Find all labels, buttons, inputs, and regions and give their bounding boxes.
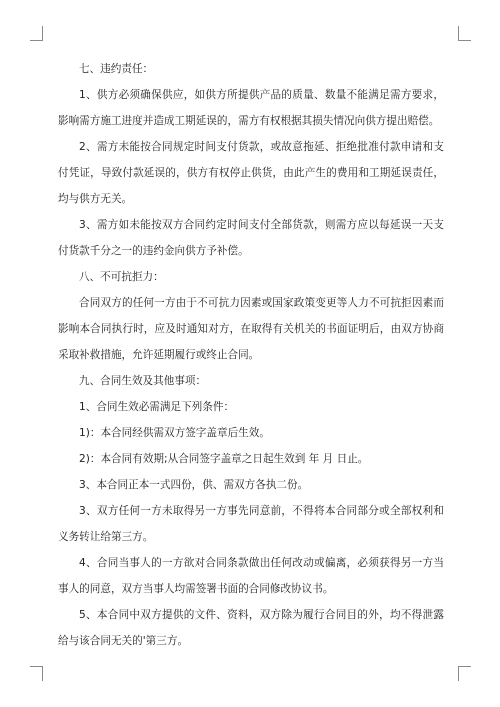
section-heading-force-majeure: 八、不可抗拒力： [79, 271, 164, 283]
paragraph-condition-1: 1)：本合同经供需双方签字盖章后生效。 [79, 427, 270, 439]
paragraph-no-transfer: 3、双方任何一方未取得另一方事先同意前，不得将本合同部分或全部权利和义务转让给第三方。 [58, 505, 444, 543]
crop-mark-top-left [30, 26, 43, 41]
paragraph-payment-delay: 2、需方未能按合同规定时间支付货款，或故意拖延、拒绝批准付款申请和支付凭证，导致付款延误的，供方有权停止供货，由此产生的费用和工期延误责任，均与供方无关。 [58, 141, 444, 205]
crop-mark-bottom-left [30, 666, 43, 681]
paragraph-condition-2: 2)：本合同有效期;从合同签字盖章之日起生效到 年 月 日止。 [79, 453, 369, 465]
crop-mark-bottom-right [458, 666, 471, 681]
section-heading-breach-liability: 七、违约责任： [79, 63, 154, 75]
section-heading-effectiveness: 九、合同生效及其他事项： [79, 375, 207, 387]
paragraph-force-majeure: 合同双方的任何一方由于不可抗力因素或国家政策变更等人力不可抗拒因素而影响本合同执行时，应及时通知对方，在取得有关机关的书面证明后，由双方协商采取补救措施，允许延期履行或终止合同。 [58, 297, 444, 361]
crop-mark-top-right [458, 26, 471, 41]
document-body [58, 56, 444, 654]
paragraph-effect-conditions: 1、合同生效必需满足下列条件： [79, 401, 235, 413]
paragraph-confidentiality: 5、本合同中双方提供的文件、资料，双方除为履行合同目的外，均不得泄露给与该合同无关的'第三方。 [58, 609, 444, 647]
paragraph-late-penalty: 3、需方如未能按双方合同约定时间支付全部货款，则需方应以每延误一天支付货款千分之一的违约金向供方予补偿。 [58, 219, 444, 257]
paragraph-amendments: 4、合同当事人的一方欲对合同条款做出任何改动或偏离，必须获得另一方当事人的同意，双方当事人均需签署书面的合同修改协议书。 [58, 557, 444, 595]
paragraph-supply-guarantee: 1、供方必须确保供应，如供方所提供产品的质量、数量不能满足需方要求，影响需方施工进度并造成工期延误的，需方有权根据其损失情况向供方提出赔偿。 [58, 89, 444, 127]
paragraph-copies: 3、本合同正本一式四份，供、需双方各执二份。 [79, 479, 309, 491]
